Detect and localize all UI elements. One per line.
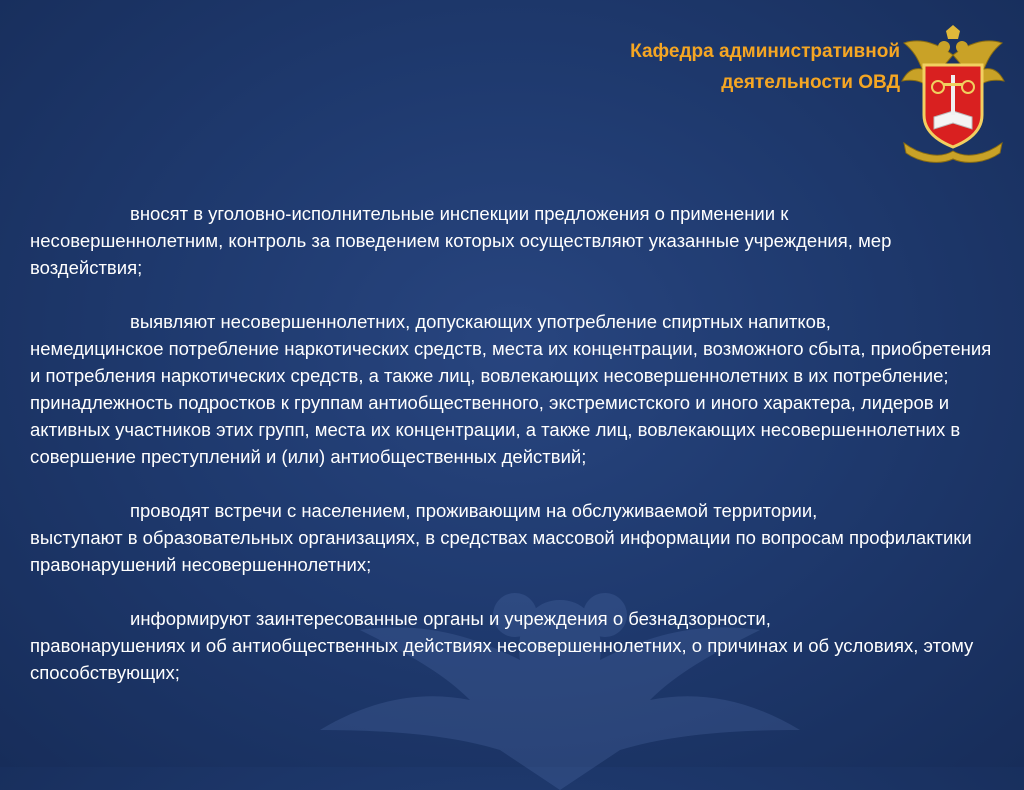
list-item-continuation: выступают в образовательных организациях, в средствах массовой информации по вопросам профилактики правонарушений несовершеннолетних;: [30, 527, 972, 575]
department-title-line1: Кафедра административной: [630, 41, 900, 62]
bullet-marker: [30, 200, 130, 227]
department-title: [560, 36, 900, 98]
list-item: [30, 308, 992, 470]
list-item: [30, 497, 992, 578]
list-item: [30, 605, 992, 686]
department-title-line2: деятельности ОВД: [721, 72, 900, 93]
duties-list: [30, 200, 992, 713]
list-item-continuation: немедицинское потребление наркотических средств, места их концентрации, возможного сбыта, приобретения и потребления наркотических средств, а также лиц, вовлекающих несовершеннолетних в их потребление; принадлежность подростков к группам антиобщественного, экстремистского и иного характера, лидеров и активных участников этих групп, места их концентрации, а также лиц, вовлекающих несовершеннолетних в совершение преступлений и (или) антиобщественных действий;: [30, 338, 992, 467]
list-item-continuation: несовершеннолетним, контроль за поведением которых осуществляют указанные учреждения, мер воздействия;: [30, 230, 892, 278]
bullet-marker: [30, 308, 130, 335]
list-item-first-line: выявляют несовершеннолетних, допускающих употребление спиртных напитков,: [130, 311, 831, 332]
list-item-first-line: проводят встречи с населением, проживающим на обслуживаемой территории,: [130, 500, 818, 521]
list-item-continuation: правонарушениях и об антиобщественных действиях несовершеннолетних, о причинах и об условиях, этому способствующих;: [30, 635, 974, 683]
bullet-marker: [30, 497, 130, 524]
list-item: [30, 200, 992, 281]
bullet-marker: [30, 605, 130, 632]
police-eagle-emblem-icon: [900, 25, 1006, 167]
list-item-first-line: вносят в уголовно-исполнительные инспекции предложения о применении к: [130, 203, 789, 224]
list-item-first-line: информируют заинтересованные органы и учреждения о безнадзорности,: [130, 608, 771, 629]
